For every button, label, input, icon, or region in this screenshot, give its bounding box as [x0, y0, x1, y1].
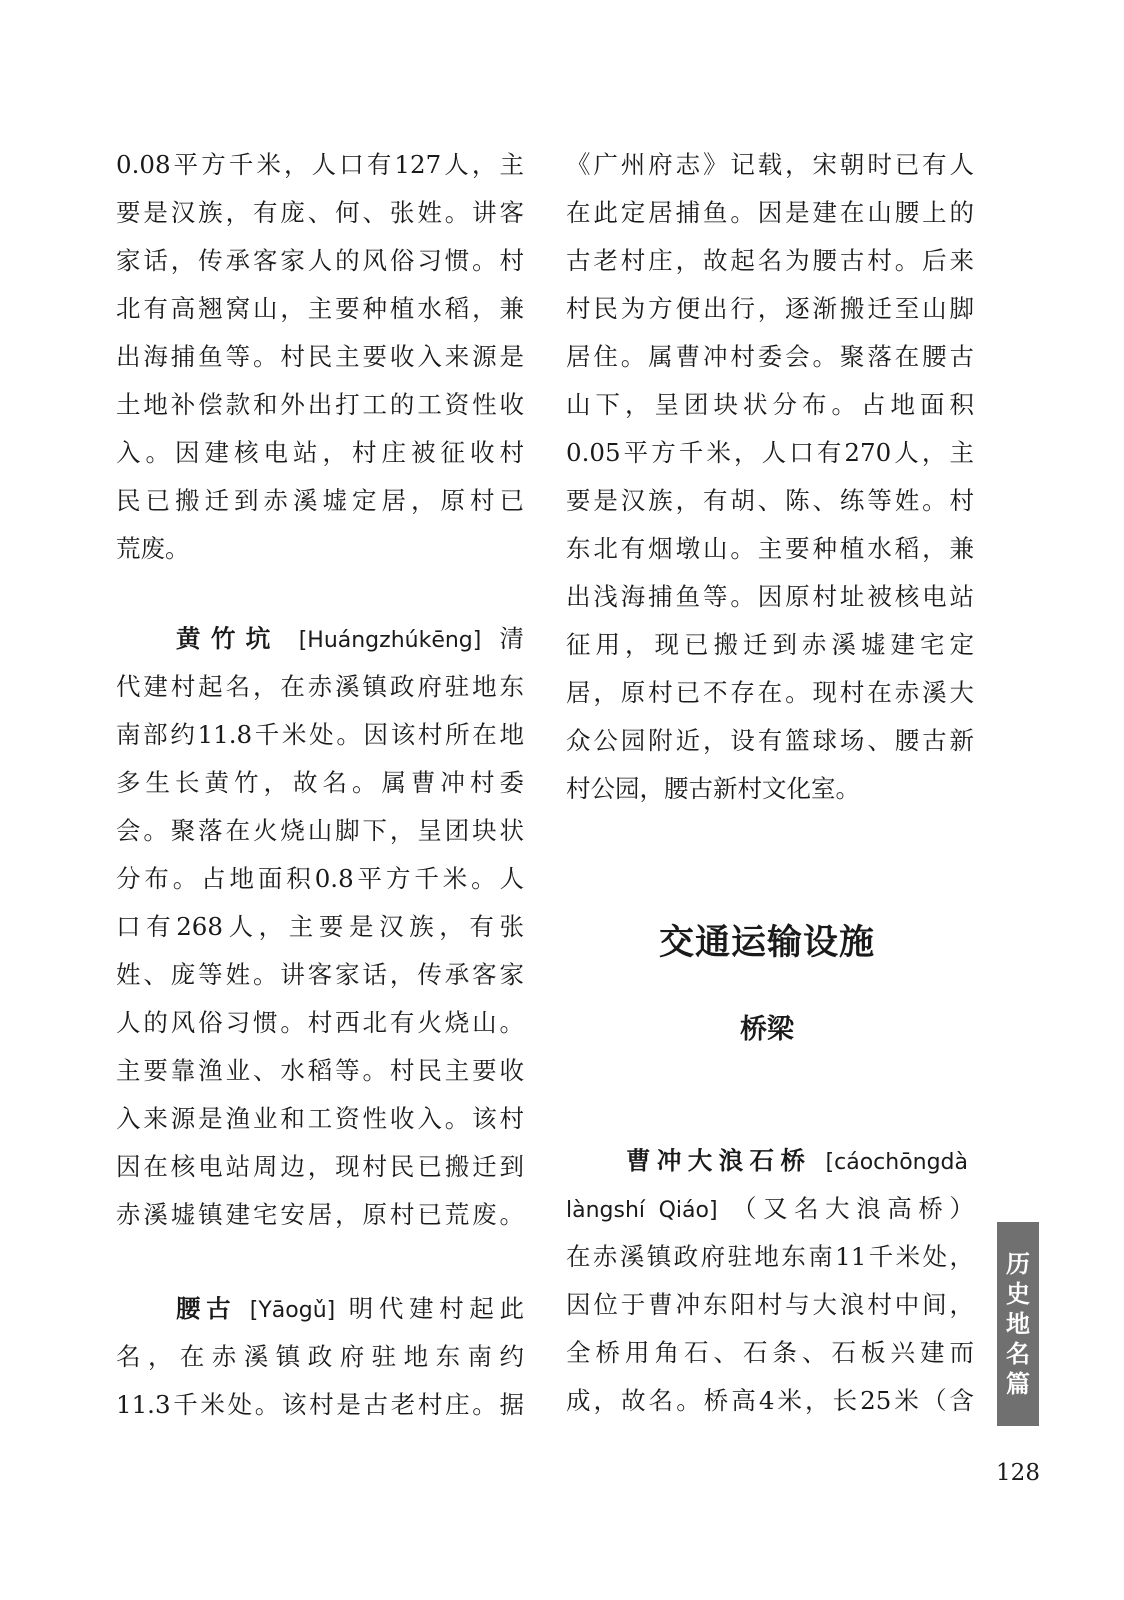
entry-pinyin: [Huángzhúkēng] — [298, 628, 482, 653]
text-line: 会。聚落在火烧山脚下，呈团块状 — [116, 816, 524, 845]
text-line: 入。因建核电站，村庄被征收村 — [116, 438, 524, 467]
side-tab-char: 地 — [1006, 1309, 1030, 1338]
page-number: 128 — [996, 1460, 1040, 1486]
text-line: 名，在赤溪镇政府驻地东南约 — [116, 1342, 524, 1371]
text-line: 征用，现已搬迁到赤溪墟建宅定 — [566, 630, 974, 659]
chapter-side-tab — [997, 1222, 1039, 1426]
text-line: 山下，呈团块状分布。占地面积 — [566, 390, 974, 419]
text-line: 要是汉族，有庞、何、张姓。讲客 — [116, 198, 524, 227]
side-tab-char: 名 — [1006, 1339, 1030, 1368]
section-title: 交通运输设施 — [658, 922, 875, 963]
text-line: 人的风俗习惯。村西北有火烧山。 — [116, 1008, 524, 1037]
text-line: 成，故名。桥高4米，长25米（含 — [566, 1386, 974, 1415]
text-line: 出浅海捕鱼等。因原村址被核电站 — [566, 582, 974, 611]
text-line: 土地补偿款和外出打工的工资性收 — [116, 390, 524, 419]
text-line — [566, 1194, 974, 1226]
text-line: 在此定居捕鱼。因是建在山腰上的 — [566, 198, 974, 227]
text-line: 北有高翘窝山，主要种植水稻，兼 — [116, 294, 524, 323]
entry-pinyin: [Yāogǔ] — [249, 1298, 336, 1323]
text-line: 多生长黄竹，故名。属曹冲村委 — [116, 768, 524, 797]
text-line: 分布。占地面积0.8平方千米。人 — [116, 864, 524, 893]
text-line: 全桥用角石、石条、石板兴建而 — [566, 1338, 974, 1367]
entry-heading-line — [176, 1294, 524, 1326]
text-line: 姓、庞等姓。讲客家话，传承客家 — [116, 960, 524, 989]
text-line: 因在核电站周边，现村民已搬迁到 — [116, 1152, 524, 1181]
text-line: 居住。属曹冲村委会。聚落在腰古 — [566, 342, 974, 371]
text-line: 入来源是渔业和工资性收入。该村 — [116, 1104, 524, 1133]
text-line: 居，原村已不存在。现村在赤溪大 — [566, 678, 974, 707]
text-line: 村民为方便出行，逐渐搬迁至山脚 — [566, 294, 974, 323]
entry-title: 黄竹坑 — [176, 624, 281, 653]
text-line: 在赤溪镇政府驻地东南11千米处， — [566, 1242, 974, 1271]
text-line: 因位于曹冲东阳村与大浪村中间， — [566, 1290, 974, 1319]
text-line: 0.08平方千米，人口有127人，主 — [116, 150, 524, 179]
text-line: 南部约11.8千米处。因该村所在地 — [116, 720, 524, 749]
text-fragment: 清 — [499, 624, 524, 653]
text-fragment: 明代建村起此 — [348, 1294, 525, 1323]
text-line: 代建村起名，在赤溪镇政府驻地东 — [116, 672, 524, 701]
text-line: 东北有烟墩山。主要种植水稻，兼 — [566, 534, 974, 563]
text-line: 主要靠渔业、水稻等。村民主要收 — [116, 1056, 524, 1085]
entry-title: 曹冲大浪石桥 — [626, 1146, 812, 1175]
text-line: 家话，传承客家人的风俗习惯。村 — [116, 246, 524, 275]
subsection-title: 桥梁 — [740, 1014, 794, 1045]
text-line: 村公园，腰古新村文化室。 — [566, 774, 860, 803]
text-line: 出海捕鱼等。村民主要收入来源是 — [116, 342, 524, 371]
text-line: 要是汉族，有胡、陈、练等姓。村 — [566, 486, 974, 515]
text-line: 赤溪墟镇建宅安居，原村已荒废。 — [116, 1200, 524, 1229]
entry-title: 腰古 — [176, 1294, 237, 1323]
text-line: 荒废。 — [116, 534, 190, 563]
entry-pinyin: làngshí Qiáo] — [566, 1198, 718, 1223]
entry-heading-line — [626, 1146, 968, 1178]
text-line: 众公园附近，设有篮球场、腰古新 — [566, 726, 974, 755]
entry-heading-line — [176, 624, 524, 656]
entry-pinyin: [cáochōngdà — [825, 1150, 969, 1175]
entry-alias: （又名大浪高桥） — [731, 1194, 975, 1223]
side-tab-char: 篇 — [1006, 1369, 1030, 1398]
text-line: 口有268人，主要是汉族，有张 — [116, 912, 524, 941]
side-tab-char: 历 — [1006, 1249, 1030, 1278]
text-line: 11.3千米处。该村是古老村庄。据 — [116, 1390, 524, 1419]
text-line: 古老村庄，故起名为腰古村。后来 — [566, 246, 974, 275]
text-line: 《广州府志》记载，宋朝时已有人 — [566, 150, 974, 179]
text-line: 民已搬迁到赤溪墟定居，原村已 — [116, 486, 524, 515]
text-line: 0.05平方千米，人口有270人，主 — [566, 438, 974, 467]
side-tab-char: 史 — [1006, 1279, 1030, 1308]
